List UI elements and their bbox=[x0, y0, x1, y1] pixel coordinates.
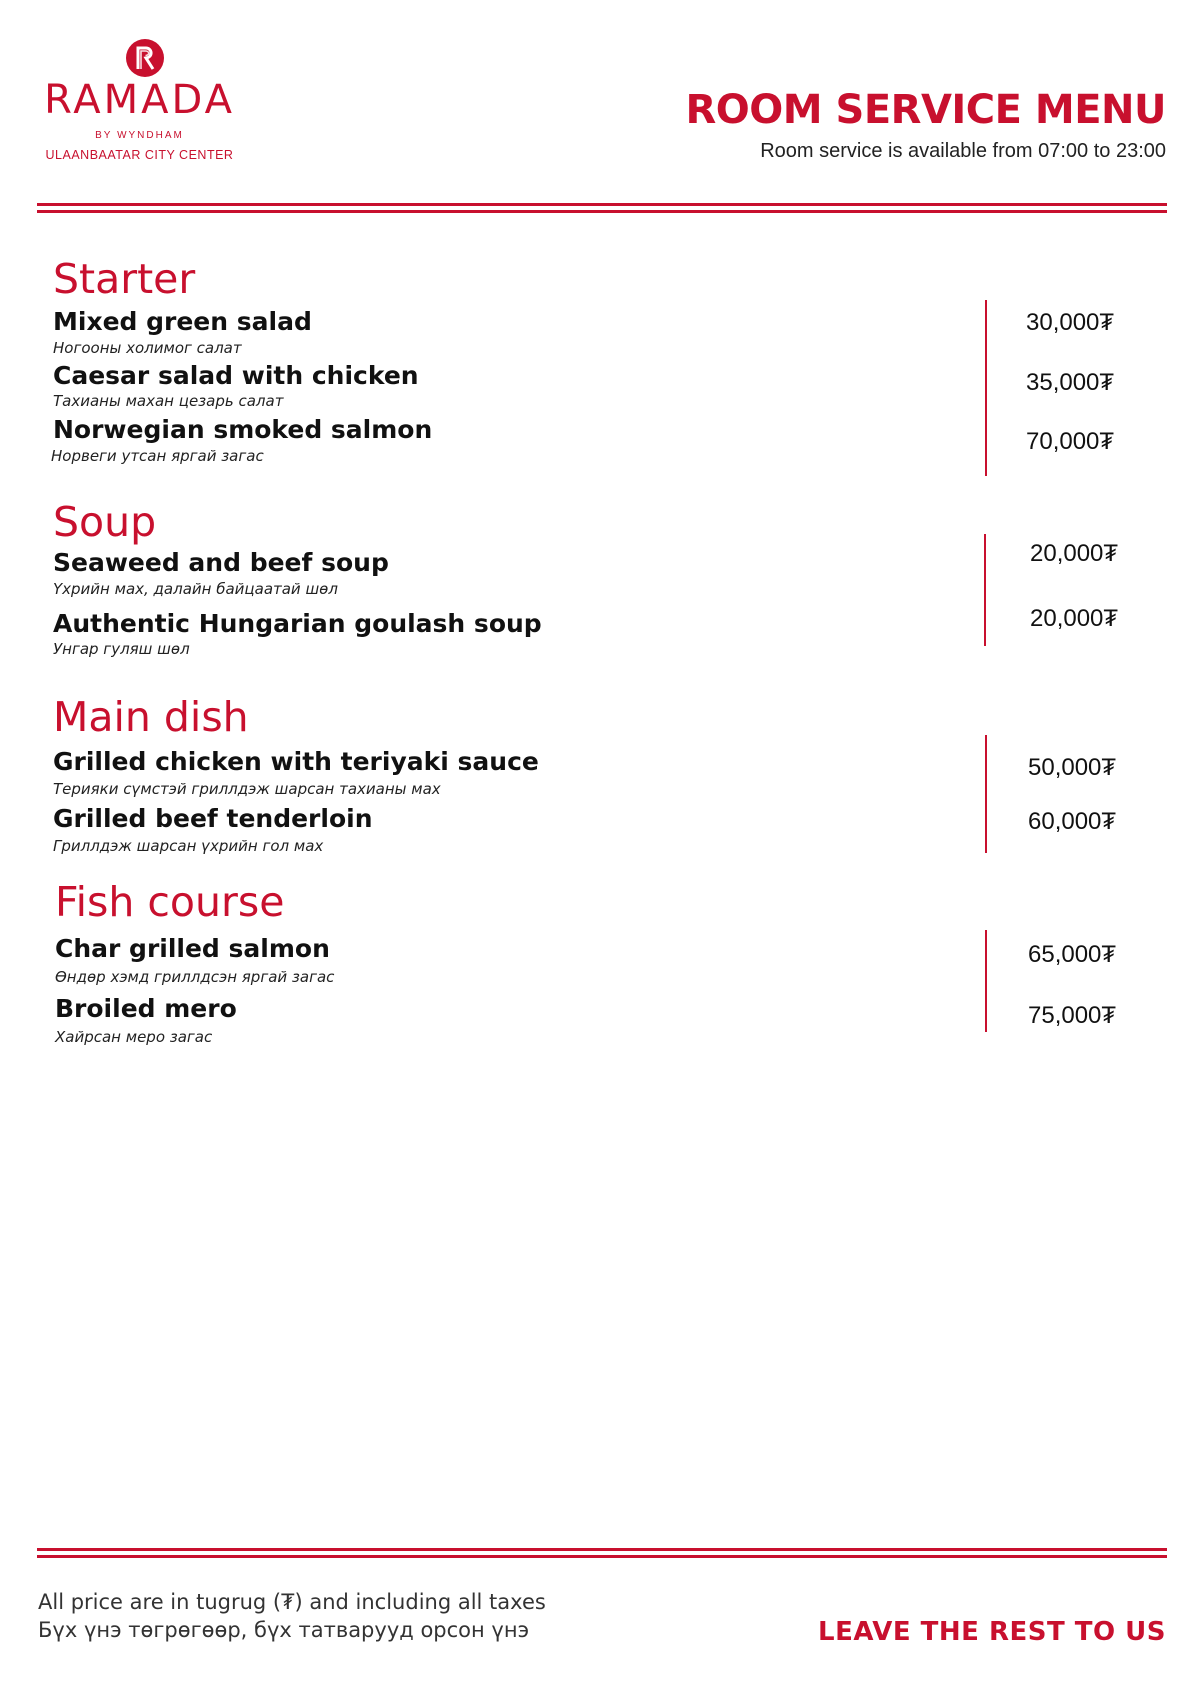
section-title: Main dish bbox=[53, 693, 249, 741]
menu-item-translation: Унгар гуляш шөл bbox=[53, 640, 190, 658]
brand-by: BY WYNDHAM bbox=[95, 130, 184, 141]
menu-item-price: 20,000₮ bbox=[1030, 605, 1119, 632]
slogan: LEAVE THE REST TO US bbox=[818, 1617, 1166, 1647]
page-title: ROOM SERVICE MENU bbox=[685, 87, 1166, 133]
section-divider bbox=[985, 930, 987, 1032]
menu-item-name: Caesar salad with chicken bbox=[53, 361, 419, 390]
section-title: Fish course bbox=[55, 878, 285, 926]
menu-item-translation: Өндөр хэмд гриллдсэн яргай загас bbox=[55, 968, 335, 986]
menu-item-price: 70,000₮ bbox=[1026, 428, 1115, 455]
footer-rule-top bbox=[37, 1548, 1167, 1551]
service-hours: Room service is available from 07:00 to 23:00 bbox=[760, 140, 1166, 162]
menu-item-translation: Терияки сүмстэй гриллдэж шарсан тахианы мах bbox=[53, 780, 441, 798]
section-title: Starter bbox=[53, 255, 196, 303]
menu-item-translation: Хайрсан меро загас bbox=[55, 1028, 213, 1046]
menu-item-price: 50,000₮ bbox=[1028, 754, 1117, 781]
section-divider bbox=[985, 735, 987, 853]
menu-item-translation: Гриллдэж шарсан үхрийн гол мах bbox=[53, 837, 324, 855]
menu-item-name: Grilled chicken with teriyaki sauce bbox=[53, 747, 539, 776]
menu-item-name: Mixed green salad bbox=[53, 307, 312, 336]
menu-item-name: Char grilled salmon bbox=[55, 934, 330, 963]
menu-item-price: 60,000₮ bbox=[1028, 808, 1117, 835]
section-title: Soup bbox=[53, 498, 157, 546]
menu-item-price: 75,000₮ bbox=[1028, 1002, 1117, 1029]
menu-item-price: 20,000₮ bbox=[1030, 540, 1119, 567]
menu-item-translation: Үхрийн мах, далайн байцаатай шөл bbox=[53, 580, 338, 598]
section-divider bbox=[985, 300, 987, 476]
header-rule-bottom bbox=[37, 210, 1167, 213]
menu-item-translation: Ногооны холимог салат bbox=[53, 339, 242, 357]
brand-location: ULAANBAATAR CITY CENTER bbox=[45, 148, 234, 162]
menu-item-price: 30,000₮ bbox=[1026, 309, 1115, 336]
menu-item-name: Authentic Hungarian goulash soup bbox=[53, 609, 542, 638]
section-divider bbox=[984, 534, 986, 646]
footer-rule-bottom bbox=[37, 1555, 1167, 1558]
menu-item-name: Broiled mero bbox=[55, 994, 237, 1023]
menu-item-translation: Тахианы махан цезарь салат bbox=[53, 392, 284, 410]
menu-item-name: Grilled beef tenderloin bbox=[53, 804, 373, 833]
menu-item-translation: Норвеги утсан яргай загас bbox=[51, 447, 264, 465]
price-note-english: All price are in tugrug (₮) and including all taxes bbox=[38, 1590, 546, 1614]
brand-name: RAMADA bbox=[44, 77, 235, 123]
header-rule-top bbox=[37, 203, 1167, 206]
ramada-logo-icon bbox=[125, 38, 165, 78]
price-note-mongolian: Бүх үнэ төгрөгөөр, бүх татварууд орсон үнэ bbox=[38, 1618, 530, 1642]
menu-item-name: Seaweed and beef soup bbox=[53, 548, 389, 577]
menu-item-name: Norwegian smoked salmon bbox=[53, 415, 433, 444]
menu-item-price: 35,000₮ bbox=[1026, 369, 1115, 396]
menu-item-price: 65,000₮ bbox=[1028, 941, 1117, 968]
